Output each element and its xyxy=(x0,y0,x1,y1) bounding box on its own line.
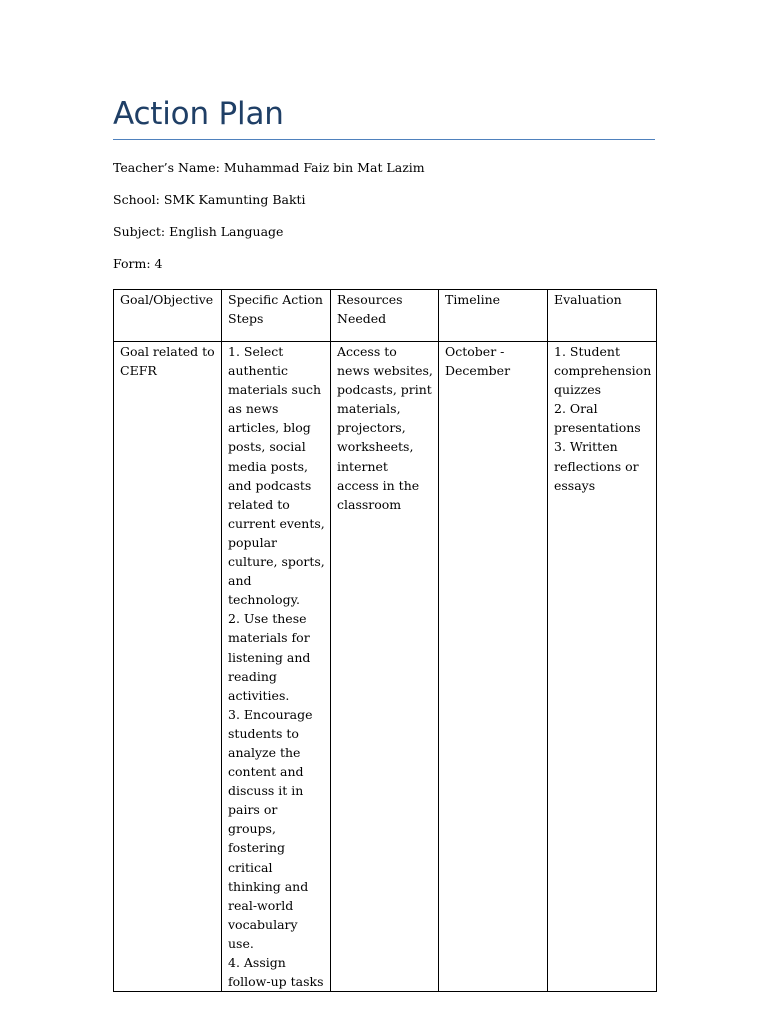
form-value: 4 xyxy=(154,256,163,271)
form-line xyxy=(113,256,163,272)
cell-evaluation xyxy=(548,342,657,992)
cell-action-steps xyxy=(222,342,331,992)
action-step-3: 3. Encourage students to analyze the content and discuss it in pairs or groups, fostering critical thinking and real-world vocabulary use. xyxy=(228,706,313,951)
header-evaluation: Evaluation xyxy=(548,290,657,342)
table-header-row xyxy=(114,290,657,342)
header-goal-objective: Goal/Objective xyxy=(114,290,222,342)
header-specific-action-steps: Specific Action Steps xyxy=(222,290,331,342)
subject-value: English Language xyxy=(169,224,284,239)
page-title: Action Plan xyxy=(113,96,284,132)
subject-label: Subject: xyxy=(113,224,166,239)
action-step-2: 2. Use these materials for listening and reading activities. xyxy=(228,611,311,703)
teacher-name-label: Teacher’s Name: xyxy=(113,160,220,175)
school-label: School: xyxy=(113,192,160,207)
evaluation-item-1: 1. Student comprehension quizzes xyxy=(554,344,652,398)
teacher-name-line xyxy=(113,160,425,176)
header-resources-needed: Resources Needed xyxy=(331,290,439,342)
header-timeline: Timeline xyxy=(439,290,548,342)
action-plan-table xyxy=(113,289,657,992)
action-step-4: 4. Assign follow-up tasks xyxy=(228,955,324,990)
action-step-1: 1. Select authentic materials such as news articles, blog posts, social media posts, and podcasts related to current events, popular culture, sports, and technology. xyxy=(228,344,325,608)
teacher-name-value: Muhammad Faiz bin Mat Lazim xyxy=(223,160,425,175)
school-line xyxy=(113,192,306,208)
cell-timeline: October - December xyxy=(439,342,548,992)
evaluation-item-3: 3. Written reflections or essays xyxy=(554,439,639,493)
form-label: Form: xyxy=(113,256,151,271)
cell-resources: Access to news websites, podcasts, print materials, projectors, worksheets, internet access in the classroom xyxy=(331,342,439,992)
title-underline xyxy=(113,139,655,140)
school-value: SMK Kamunting Bakti xyxy=(163,192,306,207)
cell-goal: Goal related to CEFR xyxy=(114,342,222,992)
subject-line xyxy=(113,224,283,240)
evaluation-item-2: 2. Oral presentations xyxy=(554,401,641,436)
table-row xyxy=(114,342,657,992)
